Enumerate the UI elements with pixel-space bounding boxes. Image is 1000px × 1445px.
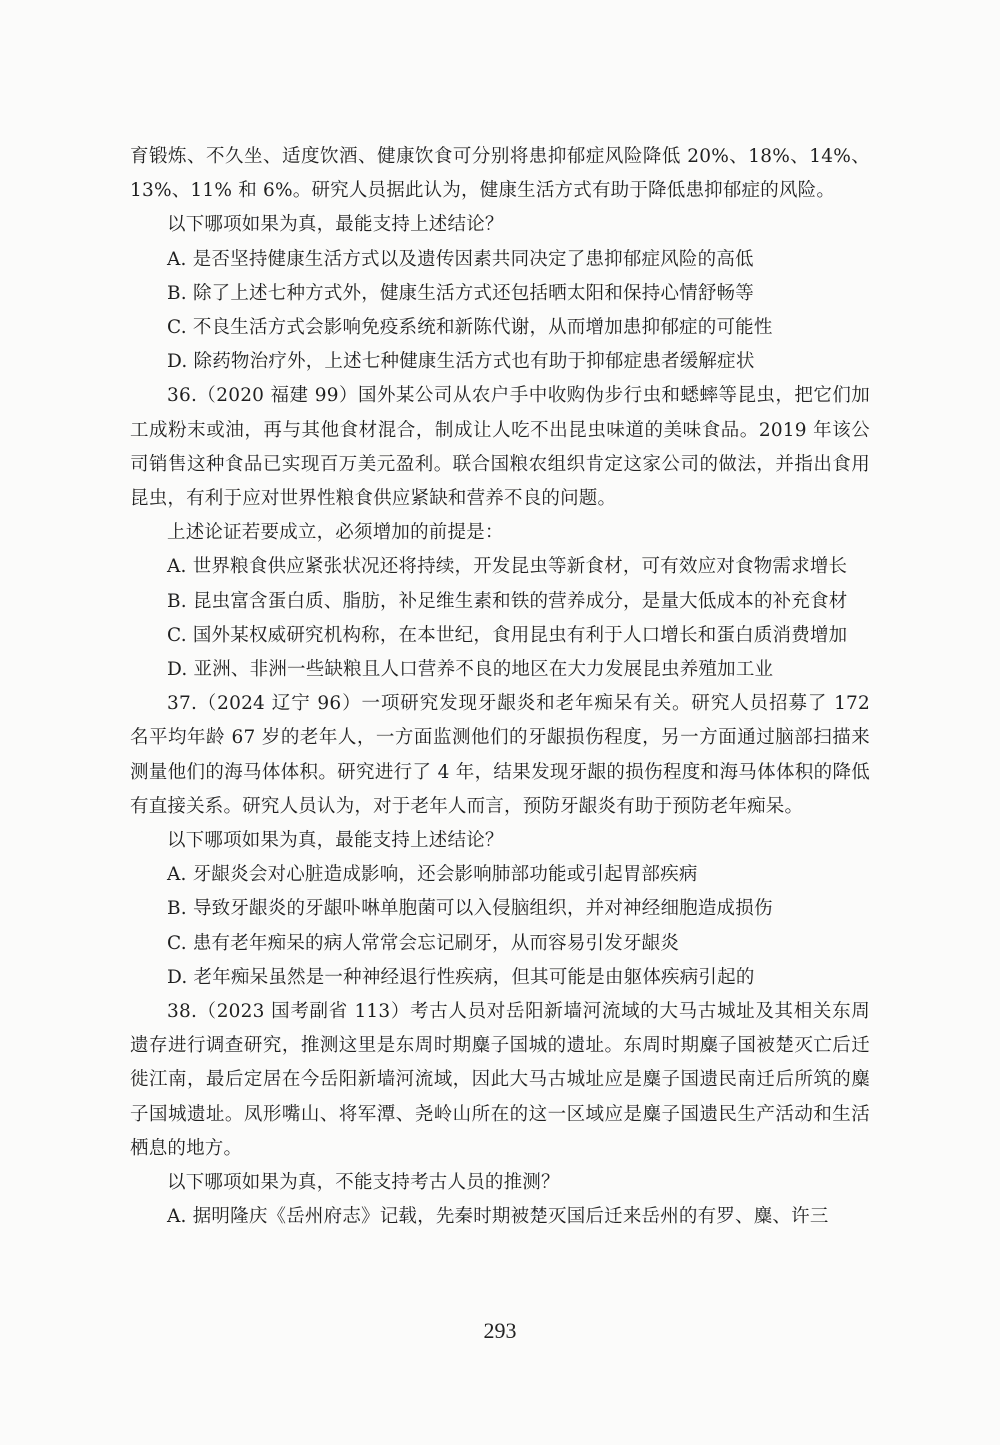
option-c: C. 国外某权威研究机构称，在本世纪，食用昆虫有利于人口增长和蛋白质消费增加 bbox=[167, 624, 848, 646]
option-d: D. 老年痴呆虽然是一种神经退行性疾病，但其可能是由躯体疾病引起的 bbox=[167, 966, 755, 988]
option-a: A. 是否坚持健康生活方式以及遗传因素共同决定了患抑郁症风险的高低 bbox=[167, 248, 754, 270]
option-c: C. 患有老年痴呆的病人常常会忘记刷牙，从而容易引发牙龈炎 bbox=[167, 932, 680, 954]
page-body bbox=[130, 140, 870, 1235]
question-prompt: 以下哪项如果为真，不能支持考古人员的推测？ bbox=[167, 1172, 560, 1194]
option-a: A. 据明隆庆《岳州府志》记载，先秦时期被楚灭国后迁来岳州的有罗、麋、许三 bbox=[167, 1206, 829, 1228]
option-b: B. 昆虫富含蛋白质、脂肪，补足维生素和铁的营养成分，是量大低成本的补充食材 bbox=[167, 590, 848, 612]
option-d: D. 亚洲、非洲一些缺粮且人口营养不良的地区在大力发展昆虫养殖加工业 bbox=[167, 659, 774, 681]
option-b: B. 除了上述七种方式外，健康生活方式还包括晒太阳和保持心情舒畅等 bbox=[167, 282, 754, 304]
question-37-stem: 37.（2024 辽宁 96）一项研究发现牙龈炎和老年痴呆有关。研究人员招募了 172 名平均年龄 67 岁的老年人，一方面监测他们的牙龈损伤程度，另一方面通过脑部扫描来测量他们的海马体体积。研究进行了 4 年，结果发现牙龈的损伤程度和海马体体积的降低有直接关系。研究人员认为，对于老年人而言，预防牙龈炎有助于预防老年痴呆。 bbox=[130, 693, 870, 817]
option-c: C. 不良生活方式会影响免疫系统和新陈代谢，从而增加患抑郁症的可能性 bbox=[167, 317, 773, 339]
page-number: 293 bbox=[483, 1318, 517, 1343]
option-d: D. 除药物治疗外，上述七种健康生活方式也有助于抑郁症患者缓解症状 bbox=[167, 351, 755, 373]
question-prompt: 以下哪项如果为真，最能支持上述结论？ bbox=[167, 830, 504, 852]
question-prompt: 上述论证若要成立，必须增加的前提是： bbox=[167, 522, 504, 544]
option-a: A. 牙龈炎会对心脏造成影响，还会影响肺部功能或引起胃部疾病 bbox=[167, 864, 698, 886]
option-b: B. 导致牙龈炎的牙龈卟啉单胞菌可以入侵脑组织，并对神经细胞造成损伤 bbox=[167, 898, 773, 920]
paragraph-continuation: 育锻炼、不久坐、适度饮酒、健康饮食可分别将患抑郁症风险降低 20%、18%、14%、13%、11% 和 6%。研究人员据此认为，健康生活方式有助于降低患抑郁症的风险。 bbox=[130, 146, 870, 202]
question-36-stem: 36.（2020 福建 99）国外某公司从农户手中收购伪步行虫和蟋蟀等昆虫，把它们加工成粉末或油，再与其他食材混合，制成让人吃不出昆虫味道的美味食品。2019 年该公司销售这种食品已实现百万美元盈利。联合国粮农组织肯定这家公司的做法，并指出食用昆虫，有利于应对世界性粮食供应紧缺和营养不良的问题。 bbox=[130, 385, 870, 510]
option-a: A. 世界粮食供应紧张状况还将持续，开发昆虫等新食材，可有效应对食物需求增长 bbox=[167, 556, 848, 578]
question-prompt: 以下哪项如果为真，最能支持上述结论？ bbox=[167, 214, 504, 236]
question-38-stem: 38.（2023 国考副省 113）考古人员对岳阳新墙河流域的大马古城址及其相关东周遗存进行调查研究，推测这里是东周时期麋子国城的遗址。东周时期麋子国被楚灭亡后迁徙江南，最后定居在今岳阳新墙河流域，因此大马古城址应是麋子国遗民南迁后所筑的麋子国城遗址。凤形嘴山、将军潭、尧岭山所在的这一区域应是麋子国遗民生产活动和生活栖息的地方。 bbox=[130, 1001, 870, 1159]
